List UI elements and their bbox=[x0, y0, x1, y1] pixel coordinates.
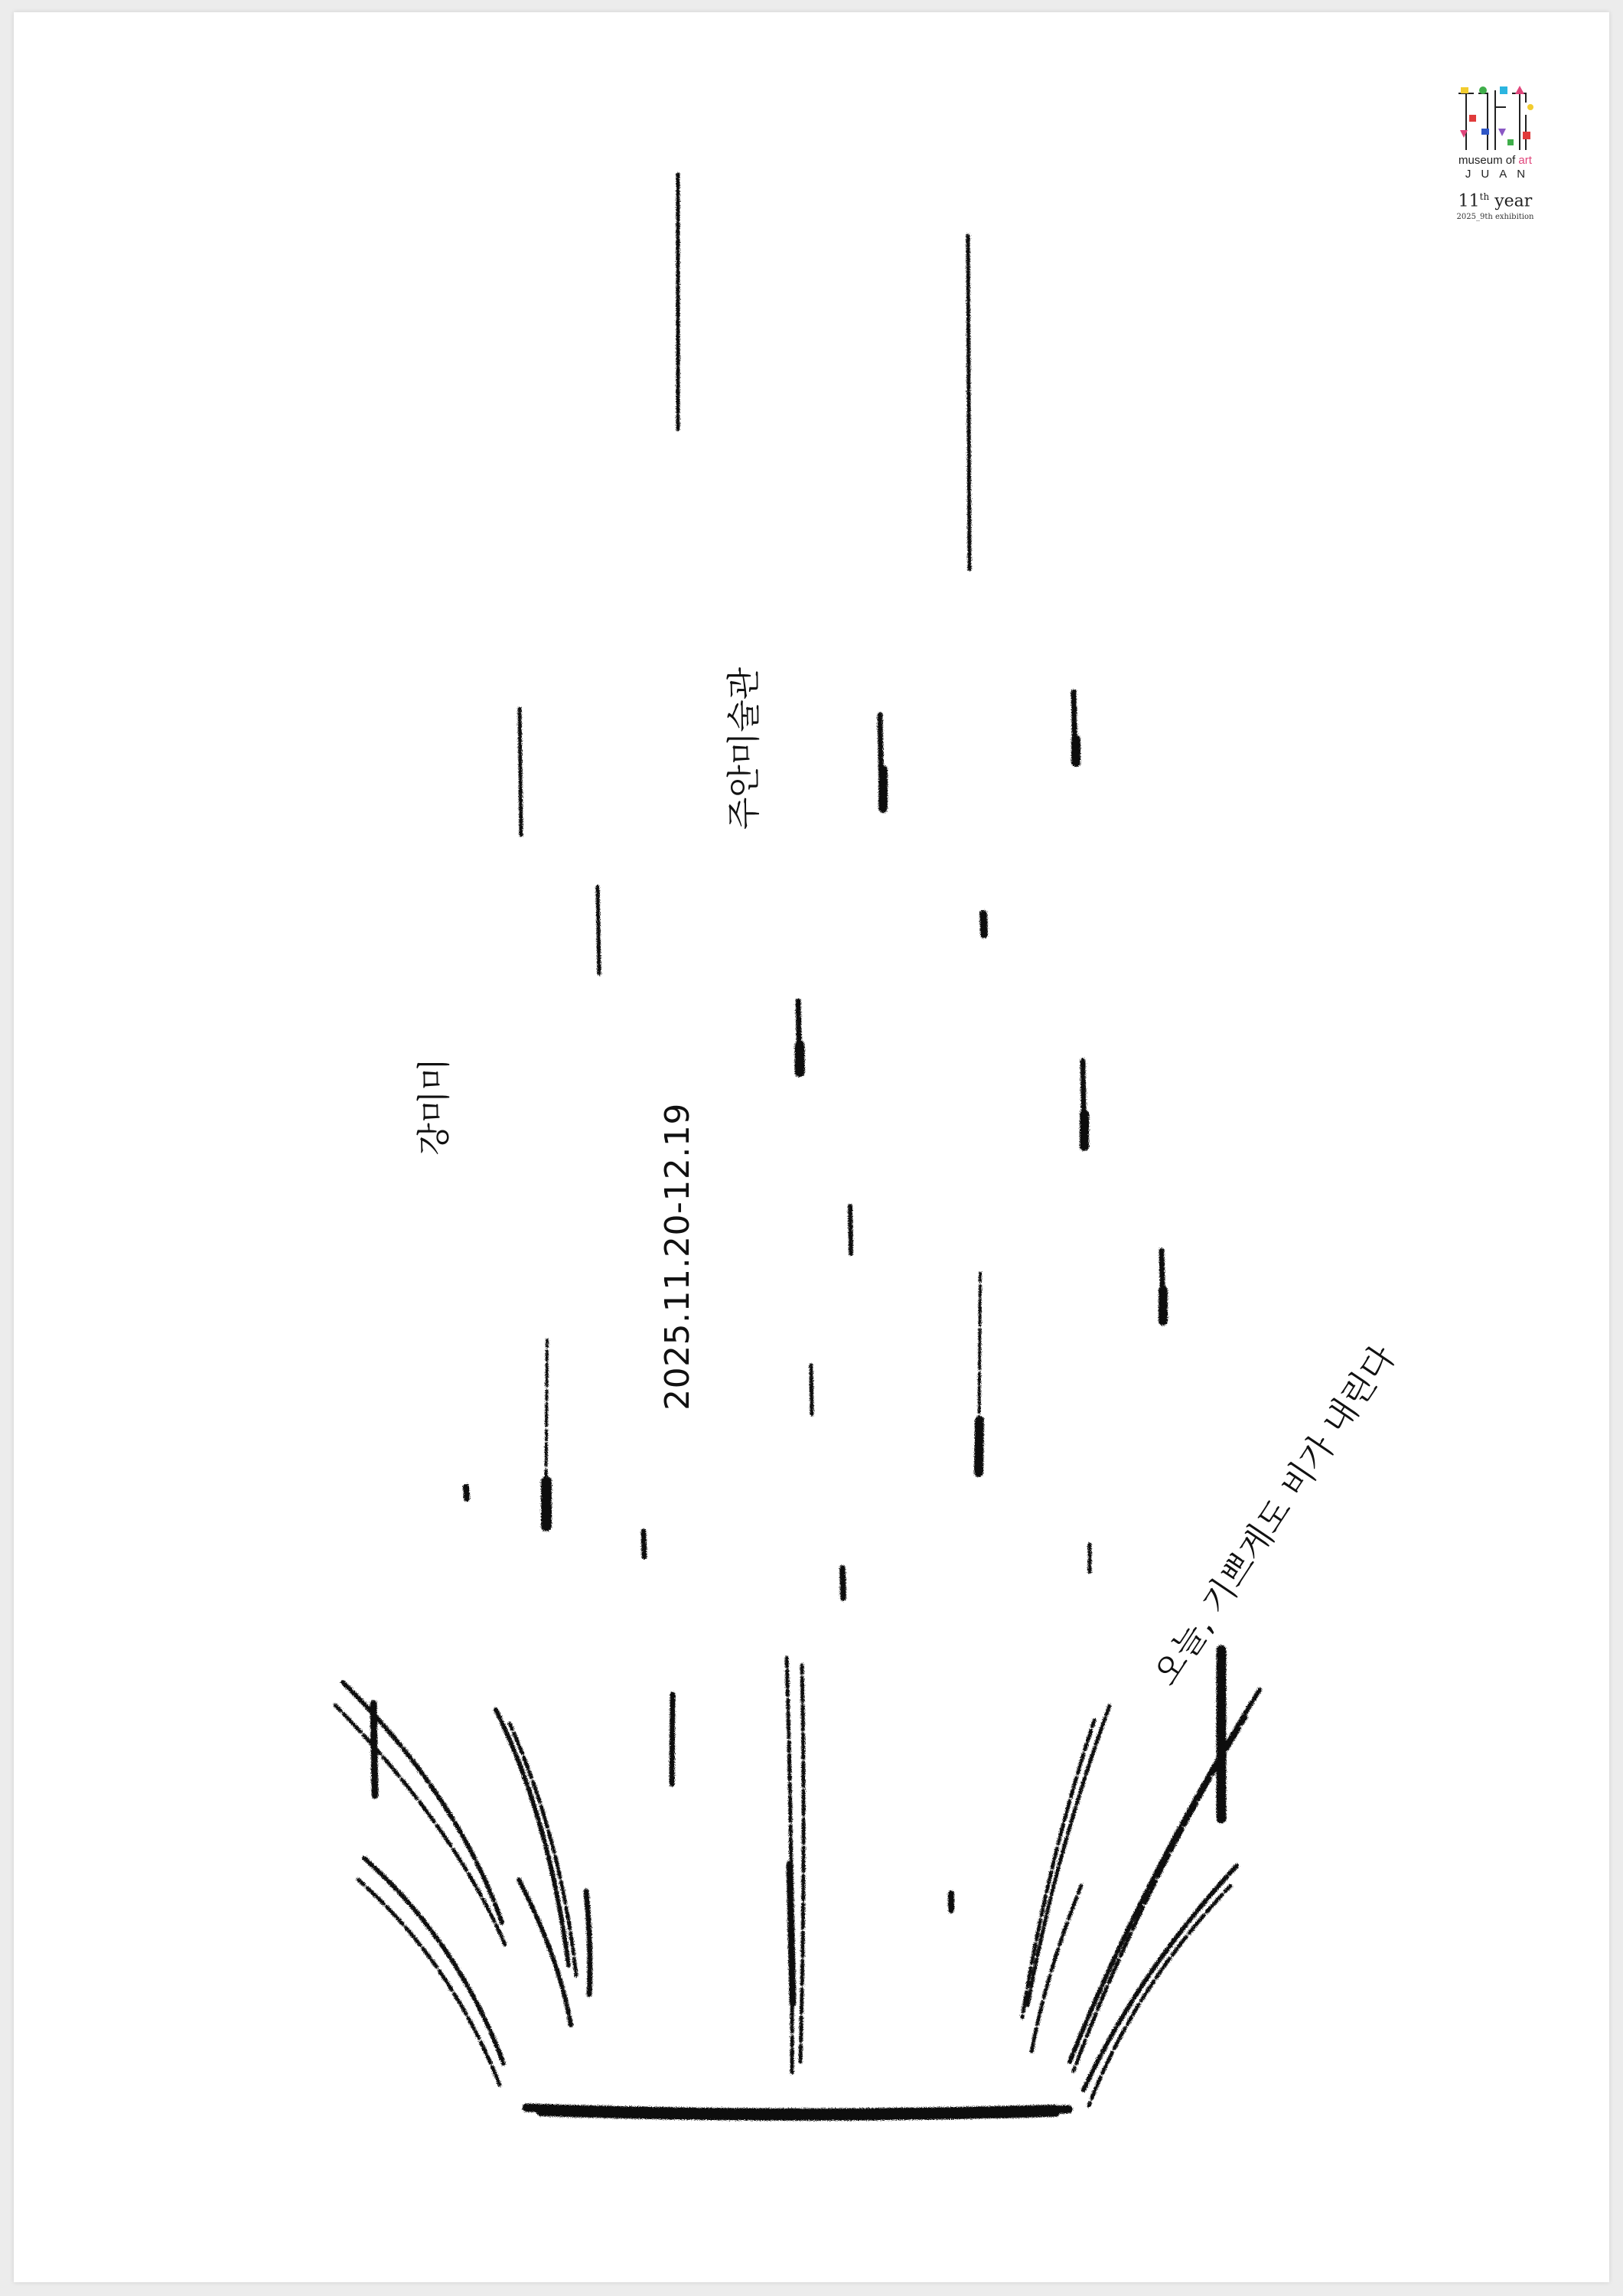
splash-stroke bbox=[1031, 1886, 1081, 2052]
splash-stroke bbox=[790, 1864, 793, 2004]
rain-stroke bbox=[850, 1206, 851, 1254]
exhibition-title: 오늘, 기쁘게도 비가 내린다 bbox=[1146, 1339, 1403, 1693]
logo-name-accent: art bbox=[1518, 154, 1532, 167]
rain-stroke bbox=[842, 1568, 843, 1598]
splash-stroke bbox=[586, 1891, 590, 1994]
splash-stroke bbox=[800, 1665, 803, 2062]
museum-name-korean: 주안미술관 bbox=[725, 667, 764, 830]
logo-year-suffix: th bbox=[1479, 191, 1490, 202]
splash-stroke bbox=[1089, 1886, 1230, 2105]
exhibition-dates: 2025.11.20-12.19 bbox=[658, 1103, 697, 1411]
museum-logo bbox=[1442, 84, 1549, 221]
logo-name-english bbox=[1442, 155, 1549, 166]
splash-stroke bbox=[358, 1880, 500, 2085]
ground-line bbox=[542, 2110, 1054, 2115]
rain-stroke bbox=[811, 1365, 812, 1414]
rain-stroke bbox=[672, 1694, 673, 1784]
rain-stroke bbox=[968, 236, 970, 569]
splash-stroke bbox=[496, 1710, 569, 1965]
juan-museum-logo-icon bbox=[1454, 84, 1537, 153]
rain-stroke bbox=[466, 1487, 467, 1499]
logo-year bbox=[1442, 192, 1549, 210]
splash-stroke bbox=[1028, 1706, 1110, 2006]
splash-stroke bbox=[519, 1880, 571, 2025]
rain-drawing bbox=[14, 12, 1609, 2282]
rain-stroke bbox=[598, 887, 599, 974]
rain-stroke bbox=[983, 914, 984, 934]
rain-stroke bbox=[520, 709, 521, 835]
logo-year-number: 11 bbox=[1458, 191, 1480, 211]
artist-name: 강미미 bbox=[415, 1058, 454, 1156]
logo-name-juan: JUAN bbox=[1465, 168, 1536, 181]
splash-stroke bbox=[335, 1705, 505, 1945]
logo-sub-caption: 2025_9th exhibition bbox=[1456, 213, 1534, 222]
splash-stroke bbox=[373, 1704, 375, 1795]
poster bbox=[14, 12, 1609, 2282]
logo-year-word: year bbox=[1494, 191, 1533, 211]
logo-name-prefix: museum of bbox=[1458, 154, 1516, 167]
